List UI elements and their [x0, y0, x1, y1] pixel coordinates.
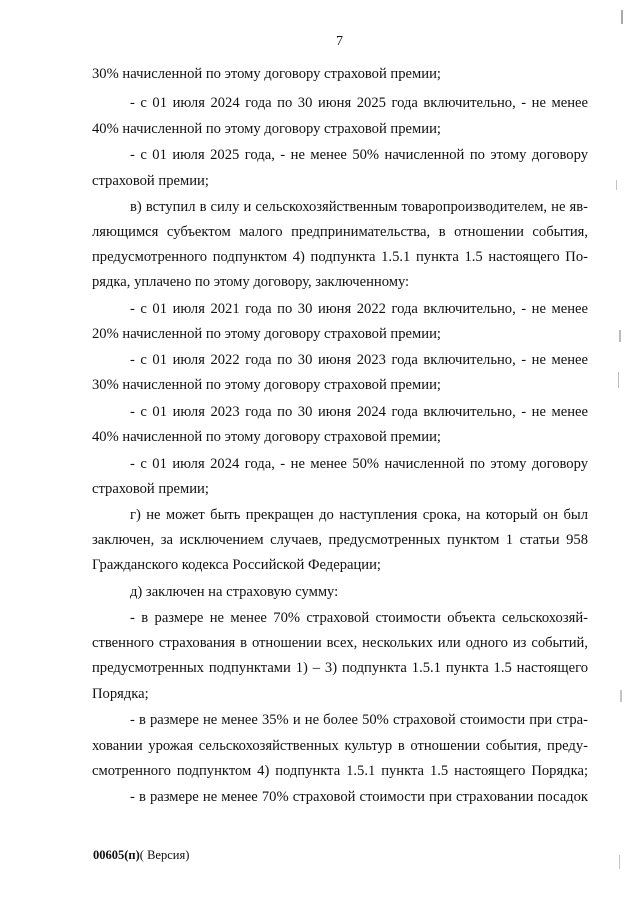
scan-artifact [620, 690, 622, 702]
text-line: предусмотренного подпунктом 4) подпункта 1.5.1 пункта 1.5 настоящего По- [92, 249, 588, 265]
text-line: 30% начисленной по этому договору страховой премии; [92, 66, 441, 82]
text-line: 20% начисленной по этому договору страховой премии; [92, 326, 441, 342]
text-line: ственного страхования в отношении всех, нескольких или одного из событий, [92, 635, 588, 651]
scan-artifact [618, 372, 619, 388]
text-line: 40% начисленной по этому договору страховой премии; [92, 429, 441, 445]
text-line: смотренного подпунктом 4) подпункта 1.5.1 пункта 1.5 настоящего Порядка; [92, 763, 588, 779]
text-line: - в размере не менее 70% страховой стоимости при страховании посадок [130, 789, 588, 805]
text-line: - с 01 июля 2022 года по 30 июня 2023 года включительно, - не менее [130, 352, 588, 368]
scan-artifact [621, 10, 623, 24]
text-line: - с 01 июля 2023 года по 30 июня 2024 года включительно, - не менее [130, 404, 588, 420]
text-line: ляющимся субъектом малого предпринимательства, в отношении события, [92, 224, 588, 240]
document-code: 00605(п) [93, 848, 140, 862]
text-line: предусмотренных подпунктами 1) – 3) подпункта 1.5.1 пункта 1.5 настоящего [92, 660, 588, 676]
text-line: - в размере не менее 35% и не более 50% страховой стоимости при стра- [130, 712, 588, 728]
text-line: заключен, за исключением случаев, предусмотренных пунктом 1 статьи 958 [92, 532, 588, 548]
text-line: г) не может быть прекращен до наступления срока, на который он был [130, 507, 588, 523]
text-line: - с 01 июля 2024 года по 30 июня 2025 года включительно, - не менее [130, 95, 588, 111]
text-line: д) заключен на страховую сумму: [130, 584, 339, 600]
scan-artifact [616, 180, 617, 190]
page-number: 7 [336, 34, 343, 49]
text-line: в) вступил в силу и сельскохозяйственным товаропроизводителем, не яв- [130, 199, 588, 215]
text-line: 30% начисленной по этому договору страховой премии; [92, 377, 441, 393]
text-line: - в размере не менее 70% страховой стоимости объекта сельскохозяй- [130, 610, 588, 626]
text-line: рядка, уплачено по этому договору, заключенному: [92, 274, 410, 290]
document-version: ( Версия) [139, 848, 190, 862]
text-line: - с 01 июля 2024 года, - не менее 50% начисленной по этому договору [130, 456, 588, 472]
text-line: ховании урожая сельскохозяйственных культур в отношении события, преду- [92, 738, 588, 754]
footer [93, 848, 189, 863]
text-line: 40% начисленной по этому договору страховой премии; [92, 121, 441, 137]
text-line: Гражданского кодекса Российской Федерации; [92, 557, 381, 573]
text-line: - с 01 июля 2025 года, - не менее 50% начисленной по этому договору [130, 147, 588, 163]
text-line: - с 01 июля 2021 года по 30 июня 2022 года включительно, - не менее [130, 301, 588, 317]
text-line: страховой премии; [92, 173, 209, 189]
scan-artifact [619, 330, 621, 342]
text-line: страховой премии; [92, 481, 209, 497]
text-line: Порядка; [92, 686, 149, 702]
scan-artifact [619, 855, 620, 869]
